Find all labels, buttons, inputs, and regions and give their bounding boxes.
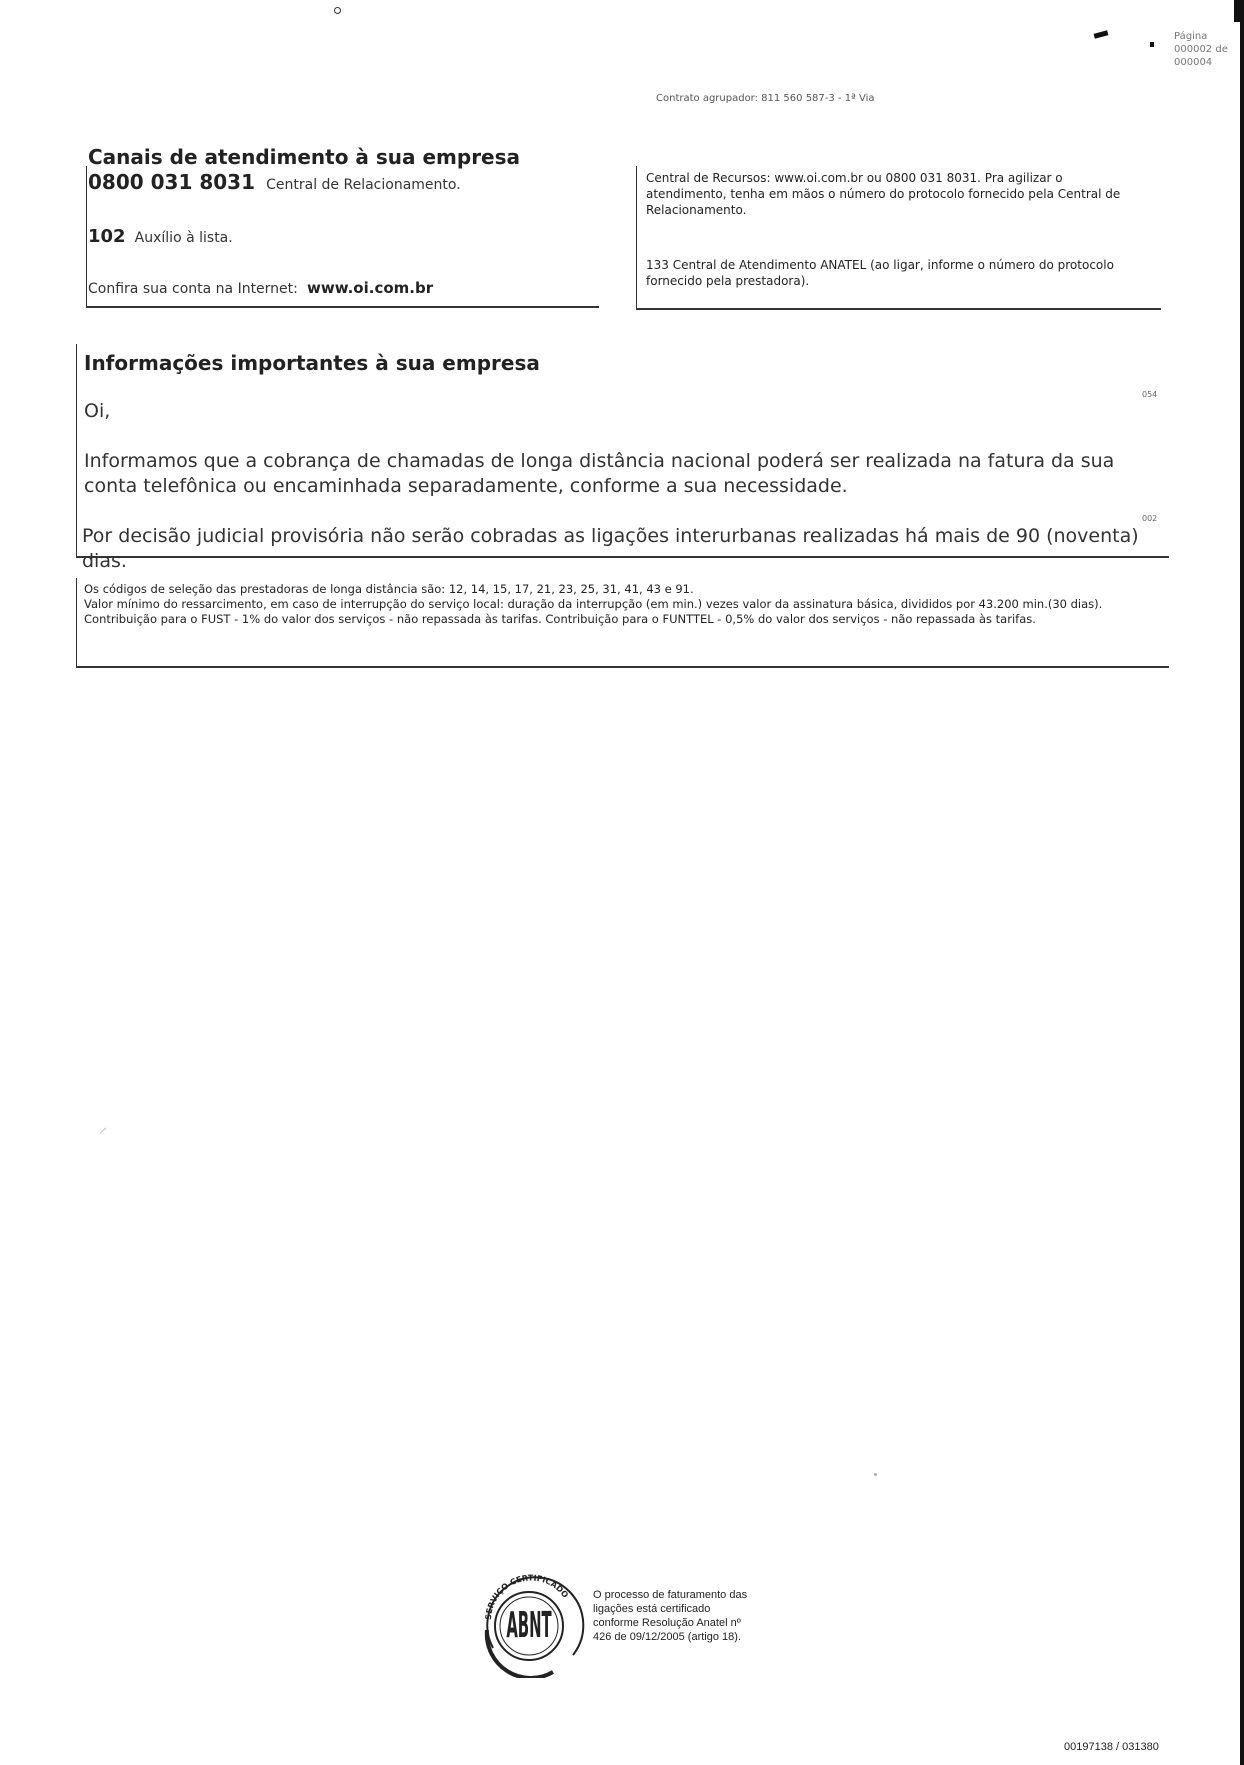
footer-doc-code: 00197138 / 031380	[1064, 1741, 1159, 1753]
abnt-seal-graphic	[473, 1560, 585, 1678]
informacoes-paragraph2: Por decisão judicial provisória não serão cobradas as ligações interurbanas realizadas há mais de 90 (noventa) dias.	[82, 525, 1139, 572]
informacoes-code2: 002	[1142, 514, 1158, 523]
informacoes-title: Informações importantes à sua empresa	[84, 351, 540, 375]
scan-speck	[100, 1128, 107, 1134]
informacoes-greeting: Oi,	[84, 400, 111, 422]
scan-speck	[874, 1473, 877, 1476]
certificacao-text: O processo de faturamento das ligações está certificado conforme Resolução Anatel nº 426 de 09/12/2005 (artigo 18).	[593, 1589, 748, 1643]
abnt-seal-ring-text: SERVIÇO CERTIFICADO	[483, 1573, 571, 1621]
notas-line3: Contribuição para o FUST - 1% do valor dos serviços - não repassada às tarifas. Contribuição para o FUNTTEL - 0,5% do valor dos serviços - não repassada às tarifas.	[84, 612, 1036, 626]
scan-mark	[1094, 30, 1109, 38]
recursos-line2: 133 Central de Atendimento ANATEL (ao ligar, informe o número do protocolo fornecido pela prestadora).	[646, 258, 1114, 288]
canais-internet-url[interactable]: www.oi.com.br	[306, 279, 434, 297]
page-total: 000004	[1174, 57, 1213, 68]
scan-edge-mark	[1234, 0, 1244, 22]
canais-phone-line	[88, 170, 461, 194]
recursos-line1: Central de Recursos: www.oi.com.br ou 0800 031 8031. Pra agilizar o atendimento, tenha em mãos o número do protocolo fornecido pela Central de Relacionamento.	[646, 171, 1121, 217]
canais-code: 102	[88, 226, 126, 247]
notas-line2: Valor mínimo do ressarcimento, em caso de interrupção do serviço local: duração da interrupção (em min.) vezes valor da assinatura básica, divididos por 43.200 min.(30 dias).	[84, 597, 1103, 611]
scan-edge-line	[1240, 22, 1244, 1765]
informacoes-code1: 054	[1142, 390, 1158, 399]
canais-internet-line	[88, 278, 433, 297]
canais-code-desc: Auxílio à lista.	[134, 230, 233, 246]
contract-line: Contrato agrupador: 811 560 587-3 - 1ª Via	[656, 93, 875, 104]
page-number: 000002 de	[1174, 44, 1228, 55]
canais-title: Canais de atendimento à sua empresa	[88, 145, 521, 169]
scan-dot	[334, 7, 341, 14]
page-label	[1174, 30, 1234, 69]
canais-phone-desc: Central de Relacionamento.	[266, 177, 461, 193]
notas-text	[84, 582, 1178, 627]
notas-line1: Os códigos de seleção das prestadoras de longa distância são: 12, 14, 15, 17, 21, 23, 25, 31, 41, 43 e 91.	[84, 582, 694, 596]
abnt-seal	[473, 1560, 585, 1678]
canais-internet-prefix: Confira sua conta na Internet:	[88, 281, 298, 297]
canais-code-line	[88, 226, 233, 247]
scan-mark	[1150, 42, 1154, 47]
abnt-seal-text: ABNT	[506, 1603, 552, 1646]
page-label-title: Página	[1174, 31, 1208, 42]
informacoes-paragraph1: Informamos que a cobrança de chamadas de longa distância nacional poderá ser realizada na fatura da sua conta telefônica ou encaminhada separadamente, conforme a sua necessidade.	[84, 450, 1115, 497]
canais-phone: 0800 031 8031	[88, 170, 256, 194]
